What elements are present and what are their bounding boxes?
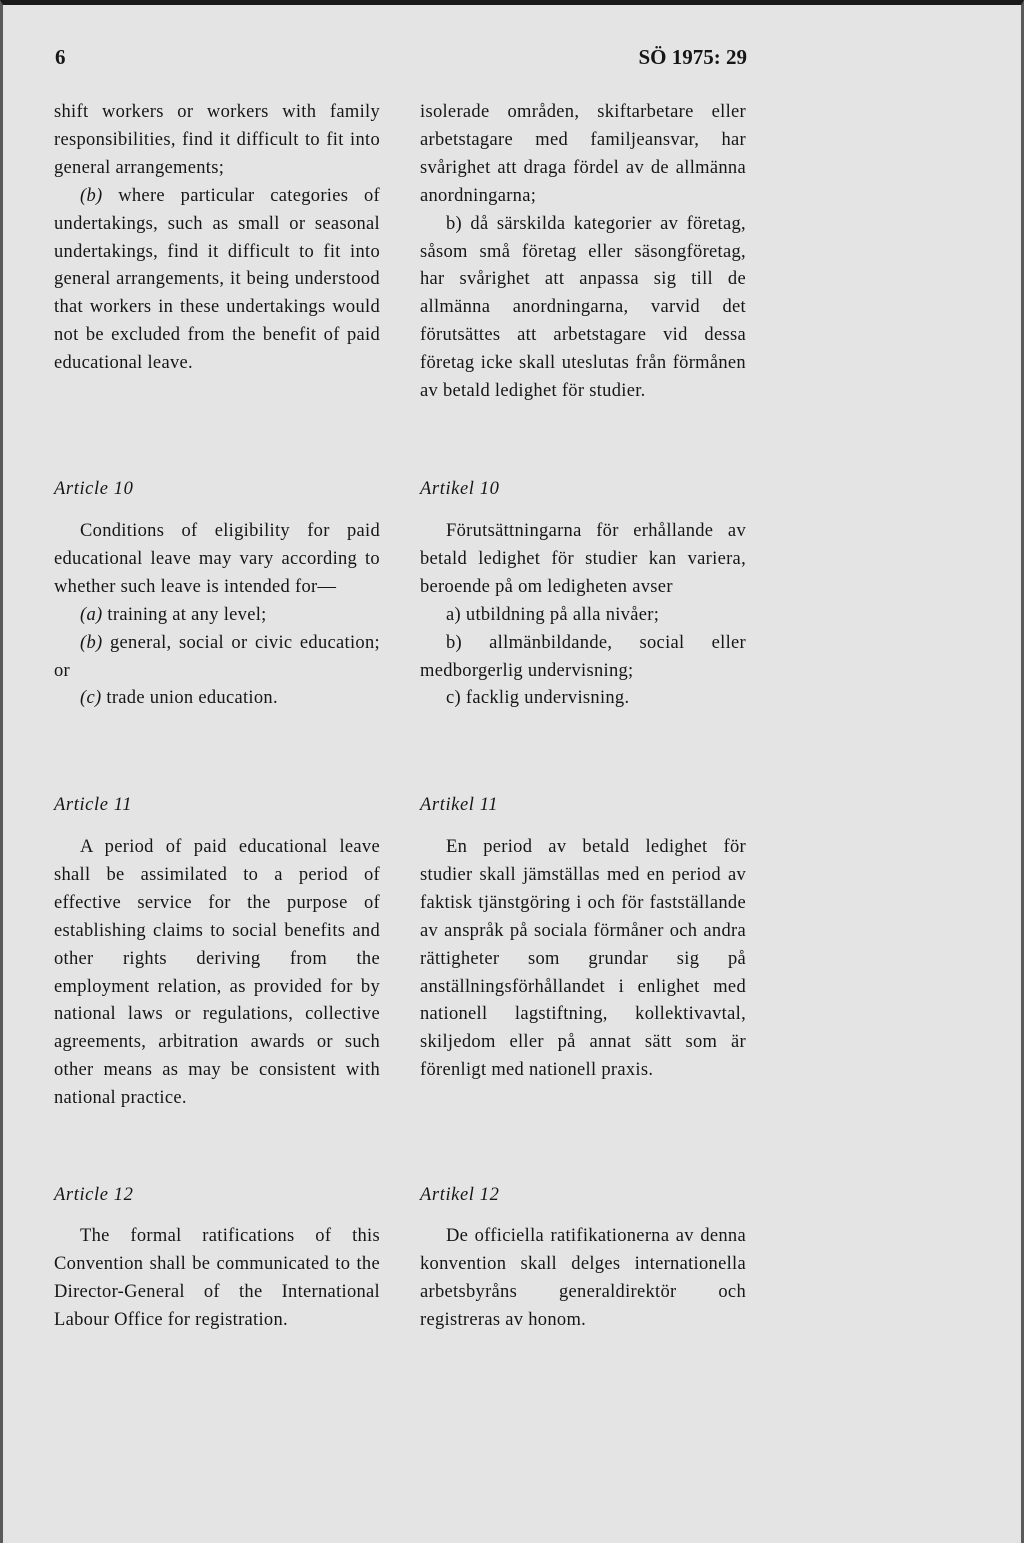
en-intro-item-b-text: where particular categories of undertakings, such as small or seasonal undertakings, find it difficult to fit into general arrangements, it being understood that workers in these undertakings would not be excluded from the benefit of paid educational leave. xyxy=(54,185,380,374)
sv-article-11-heading: Artikel 11 xyxy=(420,795,499,815)
en-article-10-item-b xyxy=(54,630,380,686)
sv-intro xyxy=(420,99,746,406)
sv-article-10-item-b: b) allmänbildande, social eller medborgerlig undervisning; xyxy=(420,632,746,681)
page-number: 6 xyxy=(55,45,66,69)
en-item-marker-b2: (b) xyxy=(80,632,103,653)
sv-article-12-body: De officiella ratifikationerna av denna konvention skall delges internationella arbetsbyråns generaldirektör och registreras av honom. xyxy=(420,1226,746,1330)
sv-article-11 xyxy=(420,834,746,1085)
sv-intro-item-b: b) då särskilda kategorier av företag, såsom små företag eller säsongföretag, har svårighet att anpassa sig till de allmänna anordningarna, varvid det förutsättes att arbetstagare vid dessa företag icke skall uteslutas från förmånen av betald ledighet för studier. xyxy=(420,213,746,402)
en-article-12-body: The formal ratifications of this Convention shall be communicated to the Director-General of the International Labour Office for registration. xyxy=(54,1226,380,1330)
en-article-12 xyxy=(54,1223,380,1335)
sv-article-10-item-a: a) utbildning på alla nivåer; xyxy=(446,604,660,625)
sv-article-10 xyxy=(420,518,746,713)
en-item-b-text: general, social or civic education; or xyxy=(54,632,380,681)
sv-article-10-heading: Artikel 10 xyxy=(420,479,500,499)
document-reference: SÖ 1975: 29 xyxy=(638,45,747,69)
en-article-11-body: A period of paid educational leave shall be assimilated to a period of effective service for the purpose of establishing claims to social benefits and other rights deriving from the employment relation, as provided for by national laws or regulations, collective agreements, arbitration awards or such other means as may be consistent with national practice. xyxy=(54,837,380,1109)
en-article-11 xyxy=(54,834,380,1113)
en-article-12-heading: Article 12 xyxy=(54,1185,134,1205)
en-intro-item-b xyxy=(54,183,380,378)
en-article-11-heading: Article 11 xyxy=(54,795,133,815)
en-article-10-item-c xyxy=(54,685,380,713)
en-item-marker-c: (c) xyxy=(80,688,102,709)
en-article-10-heading: Article 10 xyxy=(54,479,134,499)
en-intro xyxy=(54,99,380,378)
sv-article-12 xyxy=(420,1223,746,1335)
en-item-marker-a: (a) xyxy=(80,604,103,625)
sv-article-12-heading: Artikel 12 xyxy=(420,1185,500,1205)
en-item-marker-b: (b) xyxy=(80,185,103,206)
en-item-a-text: training at any level; xyxy=(107,604,267,625)
en-article-10-body: Conditions of eligibility for paid educational leave may vary according to whether such leave is intended for— xyxy=(54,521,380,597)
en-item-c-text: trade union education. xyxy=(106,688,278,709)
en-article-10 xyxy=(54,518,380,713)
sv-article-10-item-c: c) facklig undervisning. xyxy=(446,688,630,709)
sv-article-11-body: En period av betald ledighet för studier skall jämställas med en period av faktisk tjänstgöring i och för fastställande av anspråk på sociala förmåner och andra rättigheter som grundar sig på anställningsförhållandet i enlighet med nationell lagstiftning, kollektivavtal, skiljedom eller på annat sätt som är förenligt med nationell praxis. xyxy=(420,837,746,1081)
sv-intro-text: isolerade områden, skiftarbetare eller arbetstagare med familjeansvar, har svårighet att draga fördel av de allmänna anordningarna; xyxy=(420,102,746,206)
sv-article-10-body: Förutsättningarna för erhållande av betald ledighet för studier kan variera, beroende på om ledigheten avser xyxy=(420,521,746,597)
en-article-10-item-a xyxy=(54,602,380,630)
en-intro-text: shift workers or workers with family responsibilities, find it difficult to fit into general arrangements; xyxy=(54,102,380,178)
